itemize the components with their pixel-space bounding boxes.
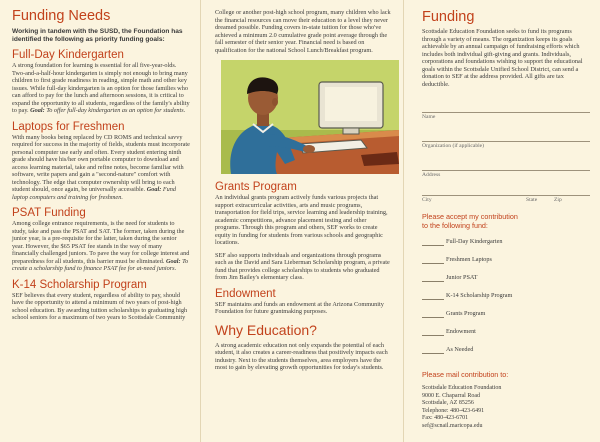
psat-goal-label: Goal: (165, 257, 181, 265)
city-field-label: City (422, 197, 432, 203)
fund-option-label: Junior PSAT (446, 274, 478, 281)
city-label-cell (422, 196, 526, 204)
kindergarten-goal-label: Goal: (30, 107, 45, 114)
psat-body: Among college entrance requirements, is the need for students to study, take and pass the PSAT and SAT. The former, taken during the junior year, is a pre-requisite for the latter, taken during the senior year. However, the $65 PSAT fee stands in the way of many financially challenged juniors. To pave the way for college interest and preparedness for all students, this barrier must be eliminated. Goal: To create a scholarship fund to finance PSAT fee for at-need juniors. (12, 220, 190, 272)
why-education-heading: Why Education? (215, 321, 317, 338)
address-line: Scottsdale, AZ 85256 (422, 400, 474, 407)
funding-form-panel (404, 0, 600, 442)
address-field[interactable] (422, 156, 590, 171)
fund-option (422, 255, 590, 264)
endowment-heading: Endowment (215, 287, 276, 300)
fund-option-blank[interactable] (422, 309, 444, 318)
fund-option (422, 345, 590, 354)
mailing-address (422, 385, 590, 431)
accept-line-2: to the following fund: (422, 221, 488, 230)
k14-continued-text: College or another post-high school program, many children who lack the financial resources can move their education to a level they never dreamed possible. Funding covers in-state tuition for those who've achieved a minimum 2.0 cumulative grade point average through the fall semester of their senior year. Financial need is based on qualification for the national School Lunch/Breakfast program. (215, 9, 391, 54)
laptops-goal-label: Goal: (146, 186, 162, 193)
state-field-label: State (526, 197, 538, 203)
funding-body: Scottsdale Education Foundation seeks to fund its programs through a variety of means. The organization keeps its goals achievable by an annual campaign of fundraising efforts which includes both individual gift-giving and grants. Individuals, corporations and foundations wishing to support the educational goals within the Scottsdale Unified School District, can send a donation to SEF at the address provided. All gifts are tax deductible. (422, 28, 583, 88)
grants-panel (201, 0, 403, 442)
fund-option (422, 327, 590, 336)
fund-option-label: K-14 Scholarship Program (446, 292, 513, 299)
psat-heading: PSAT Funding (12, 207, 86, 219)
laptops-body: With many books being replaced by CD ROMS and technical savvy required for success in the majority of fields, students must incorporate personal computer use early and often. Every student entering ninth grade should have his/her own portable computer to download and access learning material, take and refine notes, become familiar with software, write papers and gain a "second-nature" comfort with technology. The edge that computer ownership will bring to each student should, once again, be universally accessible. Goal: Fund laptop computers and training for freshmen. (12, 133, 190, 201)
student-computer-illustration (221, 60, 399, 174)
state-label-cell (526, 196, 554, 204)
contribution-form (422, 98, 590, 204)
laptops-heading: Laptops for Freshmen (12, 120, 125, 133)
name-field-label: Name (422, 114, 436, 120)
endowment-body: SEF maintains and funds an endowment at the Arizona Community Foundation for future grantmaking purposes. (215, 300, 384, 315)
psat-goal-text: To create a scholarship fund to finance PSAT fee for at-need juniors. (12, 257, 189, 272)
fund-option (422, 273, 590, 282)
k14-heading: K-14 Scholarship Program (12, 278, 147, 291)
grants-body-1: An individual grants program actively funds various projects that support extracurricular activities, arts and music programs, transportation for field trips, service learning and leadership training, academic competitions, advance placement testing and other programs. Through this program and others, SEF works to create equity in funding for students from various schools and geographic locations. (215, 194, 388, 246)
fund-option (422, 291, 590, 300)
accept-contribution-heading (422, 212, 590, 230)
fund-option-label: Full-Day Kindergarten (446, 238, 503, 245)
fund-option-blank[interactable] (422, 291, 444, 300)
kindergarten-body: A strong foundation for learning is essential for all five-year-olds. Two-and-a-half-hour kindergarten is simply not enough to bring many children to first grade readiness in reading, simple math and other key issues. While full-day kindergarten is an option for those families who can afford to pay for the lunch and afternoon sessions, it is critical to expand the opportunity to all students, regardless of the family's ability to pay. Goal: To offer full-day kindergarten as an option for students. (12, 62, 190, 114)
zip-field-label: Zip (554, 197, 562, 203)
grants-heading: Grants Program (215, 181, 297, 193)
fund-option (422, 309, 590, 318)
telephone-line: Telephone: 480-423-6491 (422, 407, 485, 414)
funding-needs-intro: Working in tandem with the SUSD, the Foundation has identified the following as priority funding goals: (12, 28, 183, 43)
accept-line-1: Please accept my contribution (422, 212, 518, 221)
email-link[interactable]: sef@scnail.maricopa.edu (422, 422, 483, 429)
fund-option (422, 237, 590, 246)
city-state-zip-row (422, 196, 590, 204)
why-education-body: A strong academic education not only expands the potential of each student, it also creates a career-readiness that positively impacts each industry. Next to the students themselves, area employers have the most to gain by elevating growth opportunities for today's students. (215, 341, 388, 371)
address-field-label: Address (422, 172, 441, 178)
kindergarten-goal-text: To offer full-day kindergarten as an option for students. (46, 107, 186, 114)
fund-option-blank[interactable] (422, 237, 444, 246)
mail-contribution-heading: Please mail contribution to: (422, 370, 509, 379)
name-field[interactable] (422, 98, 590, 113)
address-line: 9000 E. Chaparral Road (422, 392, 480, 399)
address-line-2-field[interactable] (422, 181, 590, 196)
zip-label-cell (554, 196, 562, 204)
k14-body: SEF believes that every student, regardless of ability to pay, should have the opportunity to attend a minimum of two years of post-high school education. By awarding tuition scholarships to graduating high school seniors for a maximum of two years to Scottsdale Community (12, 291, 188, 321)
laptops-goal-text: Fund laptop computers and training for freshmen. (12, 186, 177, 201)
fund-option-blank[interactable] (422, 345, 444, 354)
fund-option-label: Endowment (446, 328, 476, 335)
address-line: Scottsdale Education Foundation (422, 385, 502, 391)
fund-option-label: Freshmen Laptops (446, 256, 492, 263)
kindergarten-heading: Full-Day Kindergarten (12, 49, 124, 61)
funding-needs-panel (0, 0, 200, 442)
fax-line: Fax: 480-423-6701 (422, 415, 469, 422)
organization-field[interactable] (422, 127, 590, 142)
fund-option-label: As Needed (446, 346, 474, 353)
fund-options-list (422, 237, 590, 354)
fund-option-blank[interactable] (422, 255, 444, 264)
funding-needs-title: Funding Needs (12, 8, 111, 24)
grants-body-2: SEF also supports individuals and organizations through programs such as the David and Sara Lieberman Scholarship program, a private fund that provides college scholarships to students who graduated from Jim Bailey's elementary class. (215, 251, 390, 281)
funding-title: Funding (422, 9, 475, 25)
fund-option-blank[interactable] (422, 273, 444, 282)
fund-option-blank[interactable] (422, 327, 444, 336)
organization-field-label: Organization (if applicable) (422, 143, 485, 149)
fund-option-label: Grants Program (446, 310, 486, 317)
